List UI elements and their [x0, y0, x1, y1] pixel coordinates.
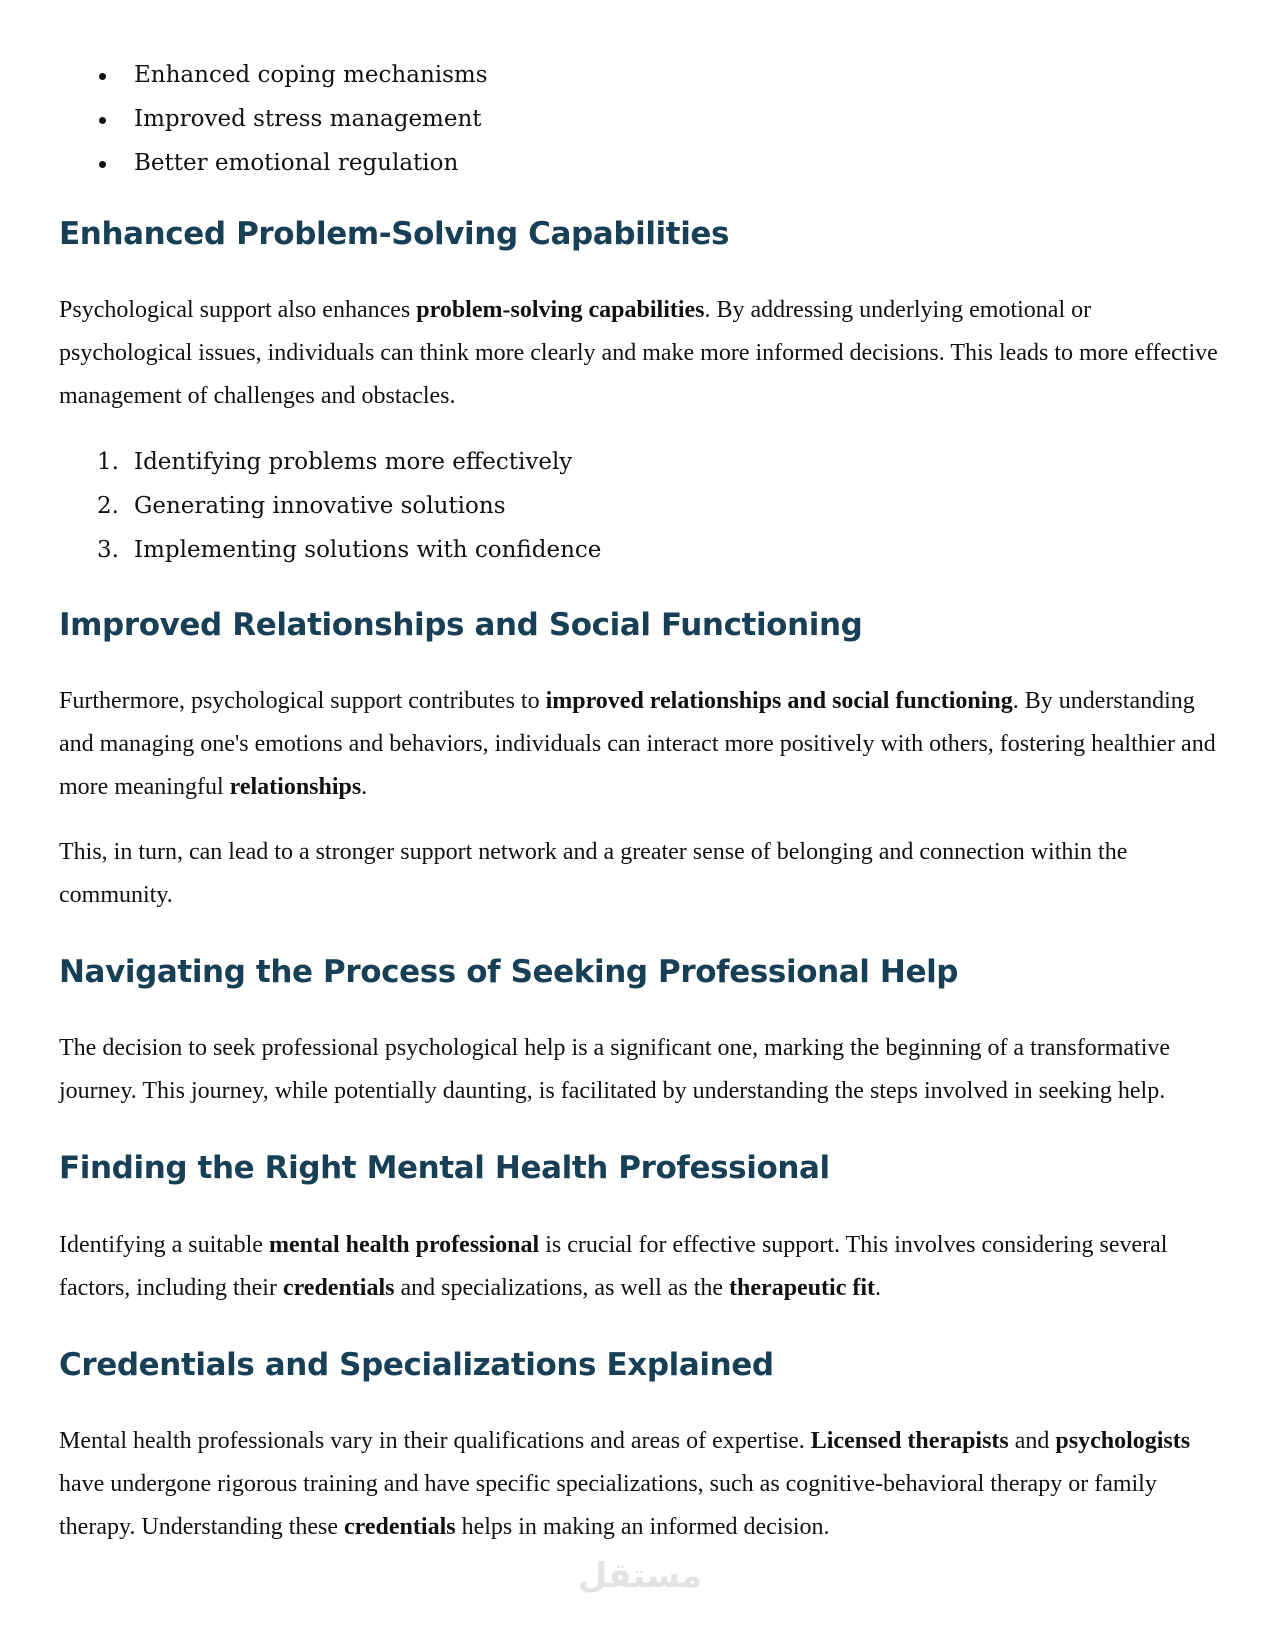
paragraph-relationships-2: This, in turn, can lead to a stronger support network and a greater sense of belonging and connection within the community. — [59, 839, 1128, 908]
text-run: Identifying a suitable — [59, 1232, 269, 1258]
paragraph-navigating: The decision to seek professional psychological help is a significant one, marking the beginning of a transformative journey. This journey, while potentially daunting, is facilitated by understanding the steps involved in seeking help. — [59, 1035, 1171, 1104]
bold-text: Licensed therapists — [810, 1428, 1009, 1454]
text-run: . By understanding and managing one's emotions and behaviors, individuals can interact more positively with others, fostering healthier and more meaningful — [59, 688, 1216, 800]
bold-text: credentials — [344, 1514, 456, 1540]
text-run: helps in making an informed decision. — [455, 1514, 830, 1540]
list-item-text: Generating innovative solutions — [134, 493, 506, 519]
paragraph-problem-solving — [59, 289, 1229, 418]
paragraph-relationships-1 — [59, 680, 1229, 809]
heading-relationships: Improved Relationships and Social Functioning — [59, 607, 863, 643]
bold-text: improved relationships and social functioning — [545, 688, 1013, 714]
list-item — [59, 484, 1229, 528]
text-run: and specializations, as well as the — [394, 1275, 730, 1301]
bold-text: mental health professional — [268, 1232, 540, 1258]
text-run: Furthermore, psychological support contributes to — [59, 688, 546, 714]
benefits-bullet-list — [59, 53, 1229, 185]
list-number: 3. — [97, 537, 119, 563]
list-item: Improved stress management — [59, 97, 1229, 141]
bold-text: psychologists — [1055, 1428, 1191, 1454]
list-item-text: Identifying problems more effectively — [134, 449, 573, 475]
text-run: . By addressing underlying emotional or psychological issues, individuals can think more clearly and make more informed decisions. This leads to more effective management of challenges and obstacles. — [59, 297, 1218, 409]
list-number: 1. — [97, 449, 119, 475]
paragraph-credentials — [59, 1420, 1229, 1549]
heading-credentials: Credentials and Specializations Explained — [59, 1347, 774, 1383]
problem-solving-numbered-list — [59, 440, 1229, 572]
bold-text: credentials — [282, 1275, 395, 1301]
bold-text: problem-solving capabilities — [416, 297, 705, 323]
heading-navigating: Navigating the Process of Seeking Professional Help — [59, 954, 959, 990]
text-run: Psychological support also enhances — [59, 297, 417, 323]
paragraph-finding — [59, 1224, 1229, 1310]
list-item: Enhanced coping mechanisms — [59, 53, 1229, 97]
heading-finding: Finding the Right Mental Health Professional — [59, 1150, 830, 1186]
list-item — [59, 440, 1229, 484]
text-run: and — [1008, 1428, 1056, 1454]
text-run: Mental health professionals vary in their qualifications and areas of expertise. — [59, 1428, 811, 1454]
bold-text: therapeutic fit — [729, 1275, 876, 1301]
list-number: 2. — [97, 493, 119, 519]
list-item: Better emotional regulation — [59, 141, 1229, 185]
list-item — [59, 528, 1229, 572]
heading-problem-solving: Enhanced Problem-Solving Capabilities — [59, 216, 730, 252]
text-run: . — [361, 774, 368, 800]
watermark-logo: مستقل — [577, 1556, 703, 1596]
bold-text: relationships — [229, 774, 362, 800]
text-run: is crucial for effective support. This involves considering several factors, including their — [59, 1232, 1168, 1301]
list-item-text: Implementing solutions with confidence — [134, 537, 602, 563]
text-run: . — [875, 1275, 882, 1301]
text-run: have undergone rigorous training and have specific specializations, such as cognitive-behavioral therapy or family therapy. Understanding these — [59, 1471, 1157, 1540]
